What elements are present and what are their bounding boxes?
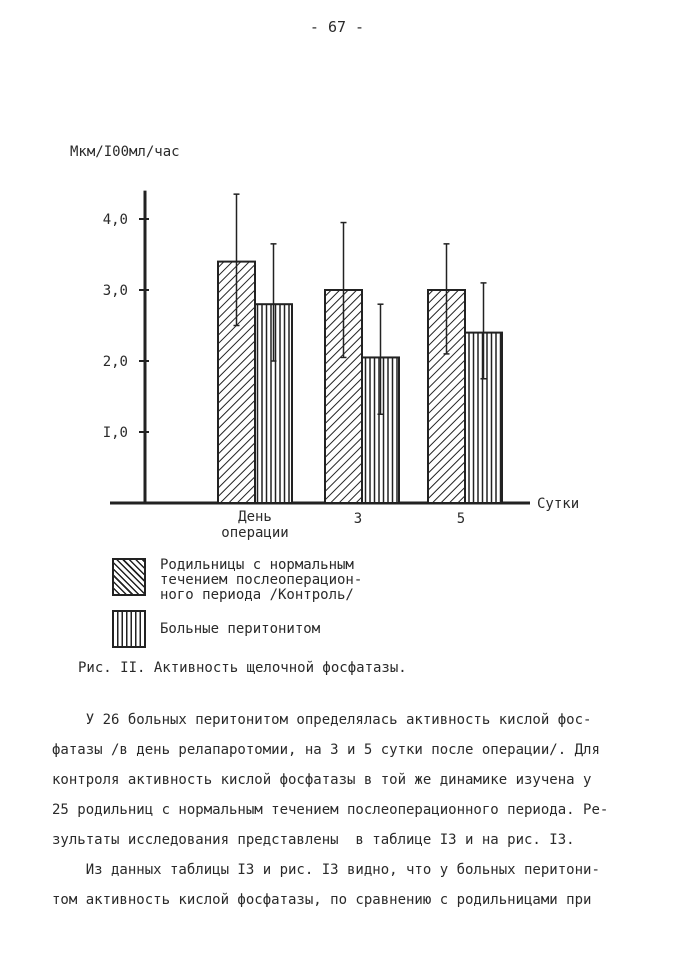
legend-swatch-diagonal: [112, 558, 146, 596]
body-line: том активность кислой фосфатазы, по сравнению с родильницами при: [52, 892, 592, 908]
legend-swatch-vertical: [112, 610, 146, 648]
body-line: контроля активность кислой фосфатазы в той же динамике изучена у: [52, 772, 592, 788]
page-number: - 67 -: [309, 18, 365, 36]
body-line: 25 родильниц с нормальным течением послеоперационного периода. Ре-: [52, 802, 609, 818]
figure-caption: Рис. II. Активность щелочной фосфатазы.: [78, 660, 407, 676]
y-tick-label: 4,0: [102, 212, 128, 228]
body-line: фатазы /в день релапаротомии, на 3 и 5 сутки после операции/. Для: [52, 742, 600, 758]
legend-item-control: [112, 558, 362, 603]
category-label: операции: [221, 525, 289, 540]
body-line: зультаты исследования представлены в таблице I3 и на рис. I3.: [52, 832, 575, 848]
y-tick-label: I,0: [102, 425, 128, 441]
legend-label-control: Родильницы с нормальным течением послеоперацион- ного периода /Контроль/: [160, 557, 363, 603]
y-tick-label: 3,0: [102, 283, 128, 299]
x-axis-label: Сутки: [537, 496, 580, 512]
category-label: День: [238, 509, 272, 525]
body-line: У 26 больных перитонитом определялась активность кислой фос-: [52, 712, 592, 728]
body-text: [52, 705, 642, 915]
bar-chart: [0, 120, 674, 540]
category-label: 5: [456, 511, 466, 527]
category-label: 3: [353, 511, 363, 527]
body-line: Из данных таблицы I3 и рис. I3 видно, что у больных перитони-: [52, 862, 600, 878]
legend-label-peritonitis: Больные перитонитом: [160, 621, 321, 637]
legend-item-peritonitis: [112, 610, 320, 648]
y-axis-label: Мкм/I00мл/час: [70, 144, 180, 160]
y-tick-label: 2,0: [102, 354, 128, 370]
